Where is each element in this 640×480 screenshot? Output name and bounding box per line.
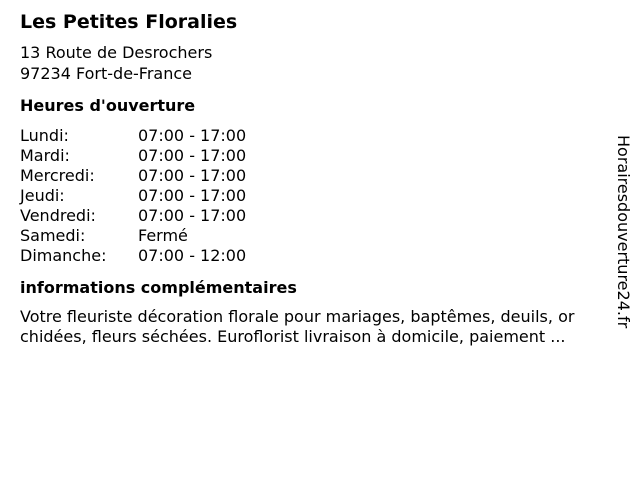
- hours-value: 07:00 - 17:00: [138, 146, 247, 165]
- additional-info-heading: informations complémentaires: [20, 278, 297, 297]
- hours-row-friday: [20, 206, 610, 226]
- additional-info-line: Votre fleuriste décoration florale pour mariages, baptêmes, deuils, or: [20, 307, 575, 326]
- address-street: 13 Route de Desrochers: [20, 43, 213, 62]
- additional-info-text: [20, 307, 610, 347]
- day-label: Dimanche:: [20, 246, 107, 265]
- hours-row-wednesday: [20, 166, 610, 186]
- hours-row-sunday: [20, 246, 610, 266]
- hours-value: 07:00 - 17:00: [138, 126, 247, 145]
- hours-row-thursday: [20, 186, 610, 206]
- site-watermark: Horairesdouverture24.fr: [614, 135, 633, 329]
- hours-row-saturday: [20, 226, 610, 246]
- business-card: [20, 10, 610, 347]
- business-address: [20, 42, 610, 84]
- hours-value: 07:00 - 12:00: [138, 246, 247, 265]
- day-label: Mercredi:: [20, 166, 95, 185]
- business-name: Les Petites Floralies: [20, 11, 238, 33]
- hours-value: 07:00 - 17:00: [138, 166, 247, 185]
- day-label: Lundi:: [20, 126, 69, 145]
- day-label: Jeudi:: [20, 186, 65, 205]
- opening-hours-heading: Heures d'ouverture: [20, 96, 196, 115]
- hours-value: 07:00 - 17:00: [138, 186, 247, 205]
- additional-info-line: chidées, fleurs séchées. Euroflorist livraison à domicile, paiement ...: [20, 327, 566, 346]
- day-label: Samedi:: [20, 226, 86, 245]
- address-city: 97234 Fort-de-France: [20, 64, 193, 83]
- hours-row-tuesday: [20, 146, 610, 166]
- day-label: Mardi:: [20, 146, 70, 165]
- hours-value: 07:00 - 17:00: [138, 206, 247, 225]
- hours-row-monday: [20, 126, 610, 146]
- opening-hours-table: [20, 126, 610, 266]
- hours-value: Fermé: [138, 226, 188, 245]
- day-label: Vendredi:: [20, 206, 96, 225]
